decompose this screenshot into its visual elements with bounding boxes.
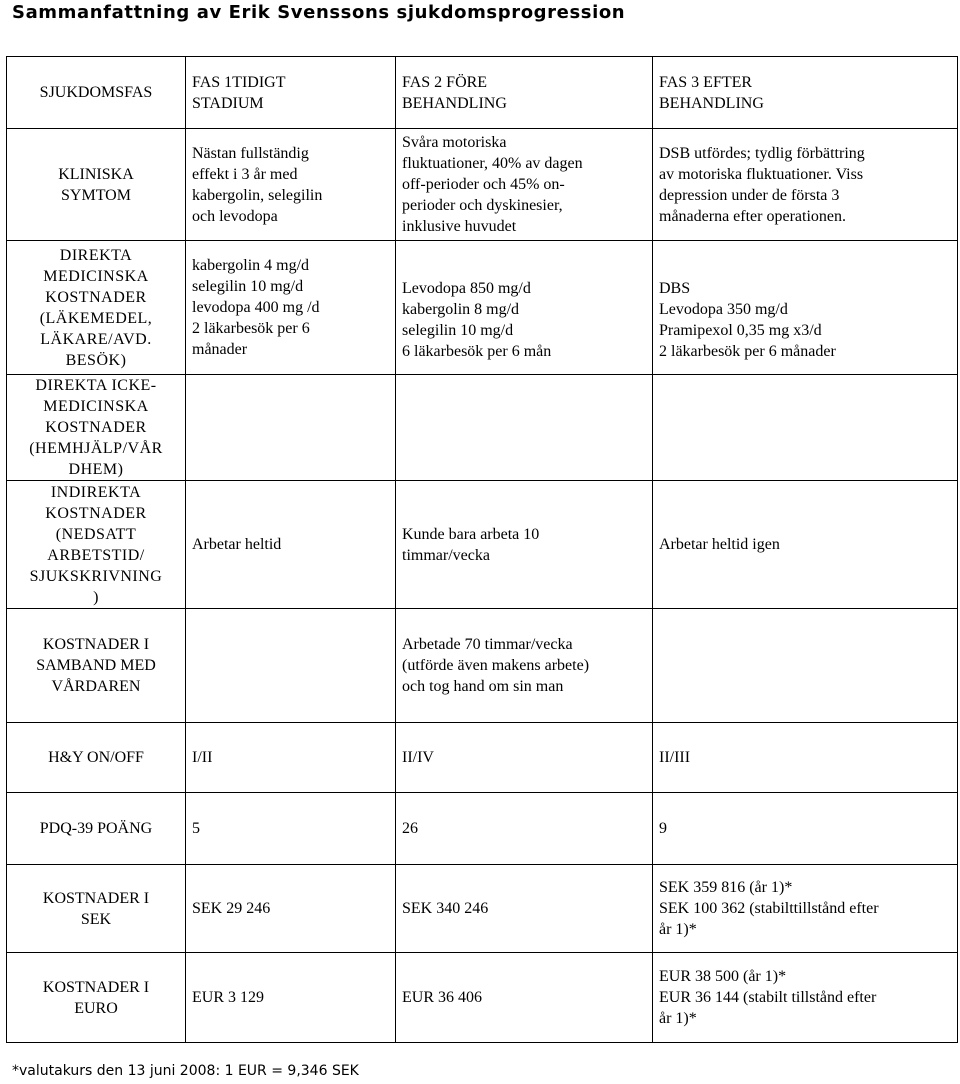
cell-hy-fas1: I/II (186, 723, 396, 793)
row-euro (7, 953, 958, 1043)
label-vardaren: KOSTNADER I SAMBAND MED VÅRDAREN (7, 609, 186, 723)
cell-direkta-medicinska-fas1: kabergolin 4 mg/d selegilin 10 mg/d levodopa 400 mg /d 2 läkarbesök per 6 månader (186, 241, 396, 375)
label-kliniska-symtom: KLINISKA SYMTOM (7, 129, 186, 241)
cell-hy-fas3: II/III (653, 723, 958, 793)
label-euro: KOSTNADER I EURO (7, 953, 186, 1043)
header-fas2: FAS 2 FÖRE BEHANDLING (396, 57, 653, 129)
cell-sek-fas3: SEK 359 816 (år 1)* SEK 100 362 (stabilttillstånd efter år 1)* (653, 865, 958, 953)
cell-sek-fas2: SEK 340 246 (396, 865, 653, 953)
header-sjukdomsfas: SJUKDOMSFAS (7, 57, 186, 129)
row-sek (7, 865, 958, 953)
row-kliniska-symtom (7, 129, 958, 241)
row-pdq (7, 793, 958, 865)
label-hy: H&Y ON/OFF (7, 723, 186, 793)
cell-pdq-fas2: 26 (396, 793, 653, 865)
row-direkta-medicinska (7, 241, 958, 375)
cell-direkta-medicinska-fas3: DBS Levodopa 350 mg/d Pramipexol 0,35 mg x3/d 2 läkarbesök per 6 månader (653, 241, 958, 375)
header-fas1: FAS 1TIDIGT STADIUM (186, 57, 396, 129)
cell-vardaren-fas2: Arbetade 70 timmar/vecka (utförde även makens arbete) och tog hand om sin man (396, 609, 653, 723)
cell-kliniska-fas2: Svåra motoriska fluktuationer, 40% av dagen off-perioder och 45% on- perioder och dyskinesier, inklusive huvudet (396, 129, 653, 241)
label-direkta-medicinska: DIREKTA MEDICINSKA KOSTNADER (LÄKEMEDEL, LÄKARE/AVD. BESÖK) (7, 241, 186, 375)
cell-hy-fas2: II/IV (396, 723, 653, 793)
cell-kliniska-fas3: DSB utfördes; tydlig förbättring av motoriska fluktuationer. Viss depression under de första 3 månaderna efter operationen. (653, 129, 958, 241)
row-indirekta (7, 481, 958, 609)
cell-euro-fas2: EUR 36 406 (396, 953, 653, 1043)
cell-pdq-fas3: 9 (653, 793, 958, 865)
label-pdq: PDQ-39 POÄNG (7, 793, 186, 865)
label-direkta-icke-medicinska: DIREKTA ICKE- MEDICINSKA KOSTNADER (HEMHJÄLP/VÅR DHEM) (7, 375, 186, 481)
cell-vardaren-fas1 (186, 609, 396, 723)
cell-kliniska-fas1: Nästan fullständig effekt i 3 år med kabergolin, selegilin och levodopa (186, 129, 396, 241)
row-direkta-icke-medicinska (7, 375, 958, 481)
label-indirekta: INDIREKTA KOSTNADER (NEDSATT ARBETSTID/ SJUKSKRIVNING ) (7, 481, 186, 609)
progression-table (6, 56, 958, 1043)
cell-sek-fas1: SEK 29 246 (186, 865, 396, 953)
label-sek: KOSTNADER I SEK (7, 865, 186, 953)
cell-indirekta-fas3: Arbetar heltid igen (653, 481, 958, 609)
footnote: *valutakurs den 13 juni 2008: 1 EUR = 9,346 SEK (12, 1063, 359, 1079)
cell-direkta-medicinska-fas2: Levodopa 850 mg/d kabergolin 8 mg/d selegilin 10 mg/d 6 läkarbesök per 6 mån (396, 241, 653, 375)
cell-pdq-fas1: 5 (186, 793, 396, 865)
cell-direkta-icke-fas2 (396, 375, 653, 481)
cell-direkta-icke-fas3 (653, 375, 958, 481)
cell-indirekta-fas1: Arbetar heltid (186, 481, 396, 609)
cell-direkta-icke-fas1 (186, 375, 396, 481)
table-header-row (7, 57, 958, 129)
row-vardaren (7, 609, 958, 723)
cell-vardaren-fas3 (653, 609, 958, 723)
cell-euro-fas3: EUR 38 500 (år 1)* EUR 36 144 (stabilt tillstånd efter år 1)* (653, 953, 958, 1043)
page-title: Sammanfattning av Erik Svenssons sjukdomsprogression (12, 2, 626, 23)
header-fas3: FAS 3 EFTER BEHANDLING (653, 57, 958, 129)
row-hy (7, 723, 958, 793)
cell-euro-fas1: EUR 3 129 (186, 953, 396, 1043)
cell-indirekta-fas2: Kunde bara arbeta 10 timmar/vecka (396, 481, 653, 609)
